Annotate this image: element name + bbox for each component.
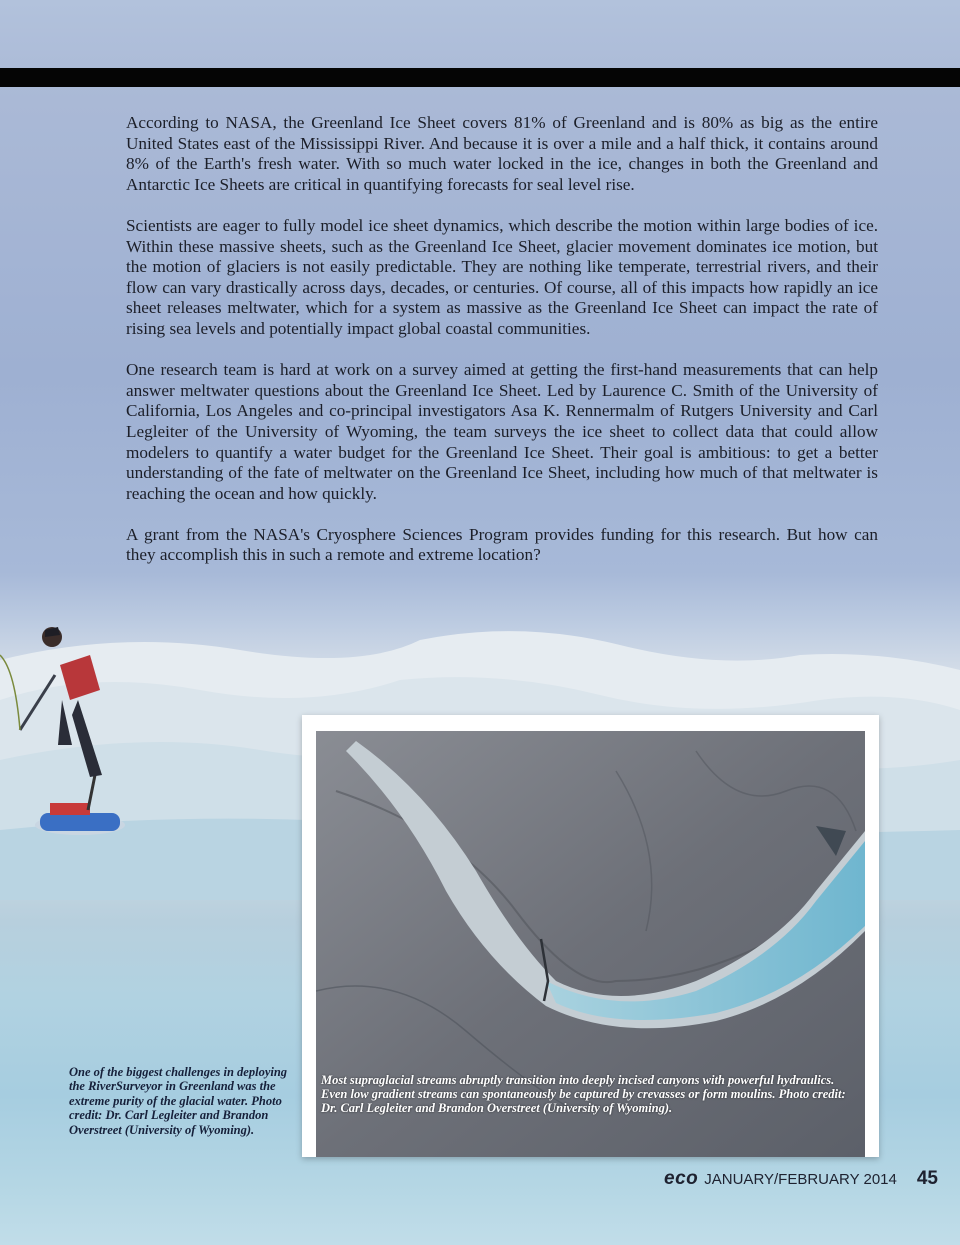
researcher-photo xyxy=(0,615,140,850)
page-footer xyxy=(664,1168,938,1192)
photo-frame xyxy=(302,715,879,1157)
magazine-brand: eco xyxy=(664,1168,699,1189)
paragraph: A grant from the NASA's Cryosphere Sciences Program provides funding for this research. But how can they accomplish this in such a remote and extreme location? xyxy=(126,524,878,565)
photo-caption: Most supraglacial streams abruptly transition into deeply incised canyons with powerful hydraulics. Even low gradient streams can spontaneously be captured by crevasses or form moulins. Photo credit: Dr. Carl Legleiter and Brandon Overstreet (University of Wyoming). xyxy=(321,1073,846,1116)
glacial-stream-photo xyxy=(316,731,865,1157)
issue-date: JANUARY/FEBRUARY 2014 xyxy=(704,1171,897,1188)
paragraph: According to NASA, the Greenland Ice Sheet covers 81% of Greenland and is 80% as big as the entire United States east of the Mississippi River. And because it is over a mile and a half thick, it contains around 8% of the Earth's fresh water. With so much water locked in the ice, changes in both the Greenland and Antarctic Ice Sheets are critical in quantifying forecasts for seal level rise. xyxy=(126,113,878,194)
paragraph: One research team is hard at work on a survey aimed at getting the first-hand measurements that can help answer meltwater questions about the Greenland Ice Sheet. Led by Laurence C. Smith of the University of California, Los Angeles and co-principal investigators Asa K. Rennermalm of Rutgers University and Carl Legleiter of the University of Wyoming, the team surveys the ice sheet to collect data that could allow modelers to quantify a water budget for the Greenland Ice Sheet. Their goal is ambitious: to get a better understanding of the fate of meltwater on the Greenland Ice Sheet, including how much of that meltwater is reaching the ocean and how quickly. xyxy=(126,360,878,503)
header-bar xyxy=(0,68,960,87)
article-body xyxy=(126,113,878,587)
paragraph: Scientists are eager to fully model ice sheet dynamics, which describe the motion within large bodies of ice. Within these massive sheets, such as the Greenland Ice Sheet, glacier movement dominates ice motion, but the motion of glaciers is not easily predictable. They are nothing like temperate, terrestrial rivers, and their flow can vary drastically across days, decades, or centuries. Of course, all of this impacts how rapidly an ice sheet releases meltwater, which for a system as massive as the Greenland Ice Sheet can impact the rate of rising sea levels and potentially impact global coastal communities. xyxy=(126,215,878,338)
river-surveyor-board xyxy=(40,813,120,831)
left-photo-caption: One of the biggest challenges in deploying the RiverSurveyor in Greenland was the extreme purity of the glacial water. Photo credit: Dr. Carl Legleiter and Brandon Overstreet (University of Wyoming). xyxy=(69,1065,288,1137)
page-number: 45 xyxy=(916,1168,938,1189)
